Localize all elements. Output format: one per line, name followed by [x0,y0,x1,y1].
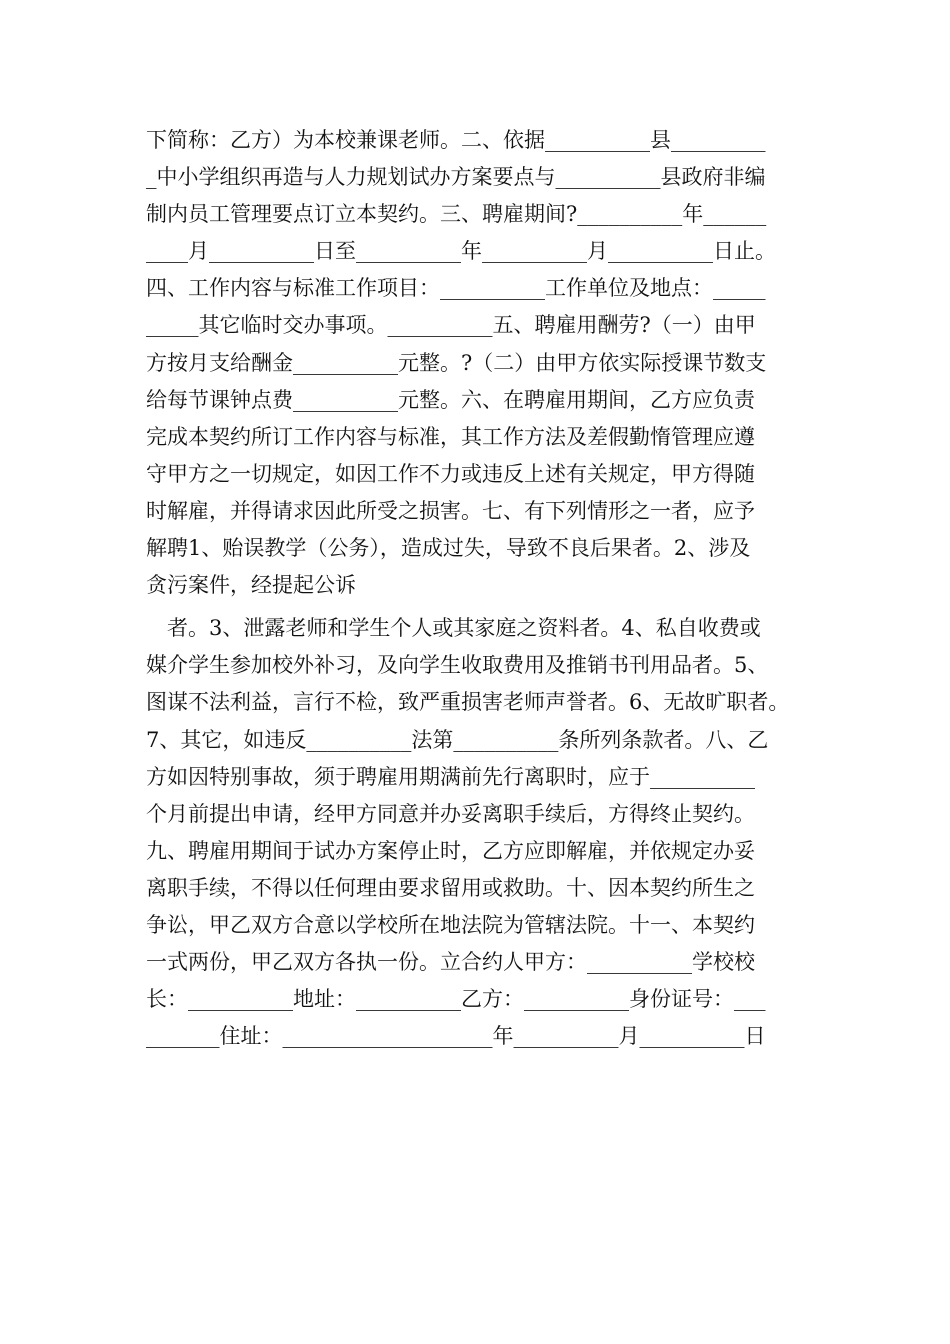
text-line: 方如因特别事故，须于聘雇用期满前先行离职时，应于__________ [146,764,755,789]
text-line: 媒介学生参加校外补习，及向学生收取费用及推销书刊用品者。5、 [146,653,769,678]
contract-body [146,122,810,1055]
text-line: 贪污案件，经提起公诉 [146,573,356,598]
text-line: 7、其它，如违反__________法第__________条所列条款者。八、乙 [146,727,769,752]
text-line: 时解雇，并得请求因此所受之损害。七、有下列情形之一者，应予 [146,498,755,523]
text-line: ____月__________日至__________年__________月__________日止。 [146,239,776,264]
text-line: 图谋不法利益，言行不检，致严重损害老师声誉者。6、无故旷职者。 [146,690,790,715]
text-line: 完成本契约所订工作内容与标准，其工作方法及差假勤惰管理应遵 [146,424,755,449]
text-line: 下简称：乙方）为本校兼课老师。二、依据__________县_________ [146,128,766,152]
text-line: 守甲方之一切规定，如因工作不力或违反上述有关规定，甲方得随 [146,461,755,486]
text-line: 长：__________地址：__________乙方：__________身份证号：___ [146,987,766,1012]
text-line: _______住址：____________________年__________月__________日 [146,1024,766,1049]
text-line: 制内员工管理要点订立本契约。三、聘雇期间?__________年______ [146,202,767,227]
text-line: _中小学组织再造与人力规划试办方案要点与__________县政府非编 [146,165,766,190]
text-line: 九、聘雇用期间于试办方案停止时，乙方应即解雇，并依规定办妥 [146,838,755,863]
text-line: 一式两份，甲乙双方各执一份。立合约人甲方：__________学校校 [146,950,755,975]
text-line: 个月前提出申请，经甲方同意并办妥离职手续后，方得终止契约。 [146,801,755,826]
text-line: 离职手续，不得以任何理由要求留用或救助。十、因本契约所生之 [146,875,755,900]
text-line: 四、工作内容与标准工作项目：__________工作单位及地点：_____ [146,276,766,301]
text-line: 争讼，甲乙双方合意以学校所在地法院为管辖法院。十一、本契约 [146,912,755,937]
text-line: 方按月支给酬金__________元整。?（二）由甲方依实际授课节数支 [146,350,767,375]
text-line: _____其它临时交办事项。__________五、聘雇用酬劳?（一）由甲 [146,313,756,338]
text-line: 解聘1、贻误教学（公务），造成过失，导致不良后果者。2、涉及 [146,536,751,561]
text-line: 者。3、泄露老师和学生个人或其家庭之资料者。4、私自收费或 [146,616,761,641]
text-line: 给每节课钟点费__________元整。六、在聘雇用期间，乙方应负责 [146,387,755,412]
